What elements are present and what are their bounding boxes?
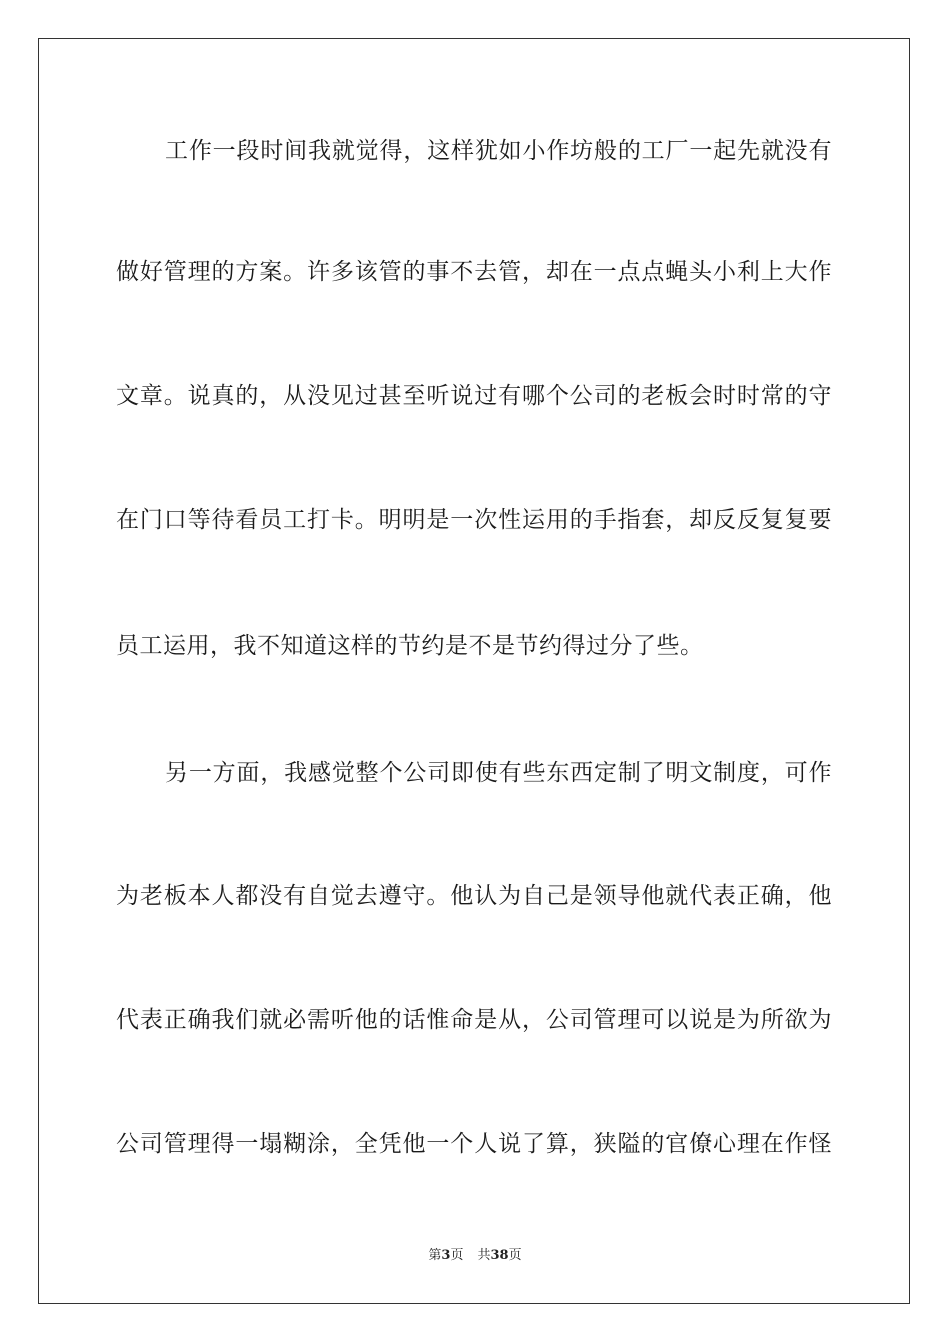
page-number: 3: [441, 1248, 451, 1263]
page-border: [38, 38, 910, 1304]
paragraph-2-line-2: 为老板本人都没有自觉去遵守。他认为自己是领导他就代表正确，他: [116, 883, 832, 909]
paragraph-1-line-3: 文章。说真的，从没见过甚至听说过有哪个公司的老板会时时常的守: [116, 383, 832, 409]
total-pages: 38: [490, 1248, 509, 1263]
page-prefix: 第: [428, 1248, 442, 1263]
paragraph-2-line-3: 代表正确我们就必需听他的话惟命是从，公司管理可以说是为所欲为: [116, 1007, 832, 1033]
paragraph-1-line-2: 做好管理的方案。许多该管的事不去管，却在一点点蝇头小利上大作: [116, 259, 832, 285]
page-suffix: 页: [450, 1248, 464, 1263]
total-prefix: 共: [477, 1248, 491, 1263]
page-footer: [0, 1247, 950, 1265]
paragraph-1-line-4: 在门口等待看员工打卡。明明是一次性运用的手指套，却反反复复要: [116, 507, 832, 533]
paragraph-2-line-4: 公司管理得一塌糊涂，全凭他一个人说了算，狭隘的官僚心理在作怪: [116, 1131, 832, 1157]
paragraph-1-line-5: 员工运用，我不知道这样的节约是不是节约得过分了些。: [116, 633, 704, 659]
total-suffix: 页: [508, 1248, 522, 1263]
paragraph-1-line-1: 工作一段时间我就觉得，这样犹如小作坊般的工厂一起先就没有: [165, 138, 832, 164]
paragraph-2-line-1: 另一方面，我感觉整个公司即使有些东西定制了明文制度，可作: [165, 760, 832, 786]
